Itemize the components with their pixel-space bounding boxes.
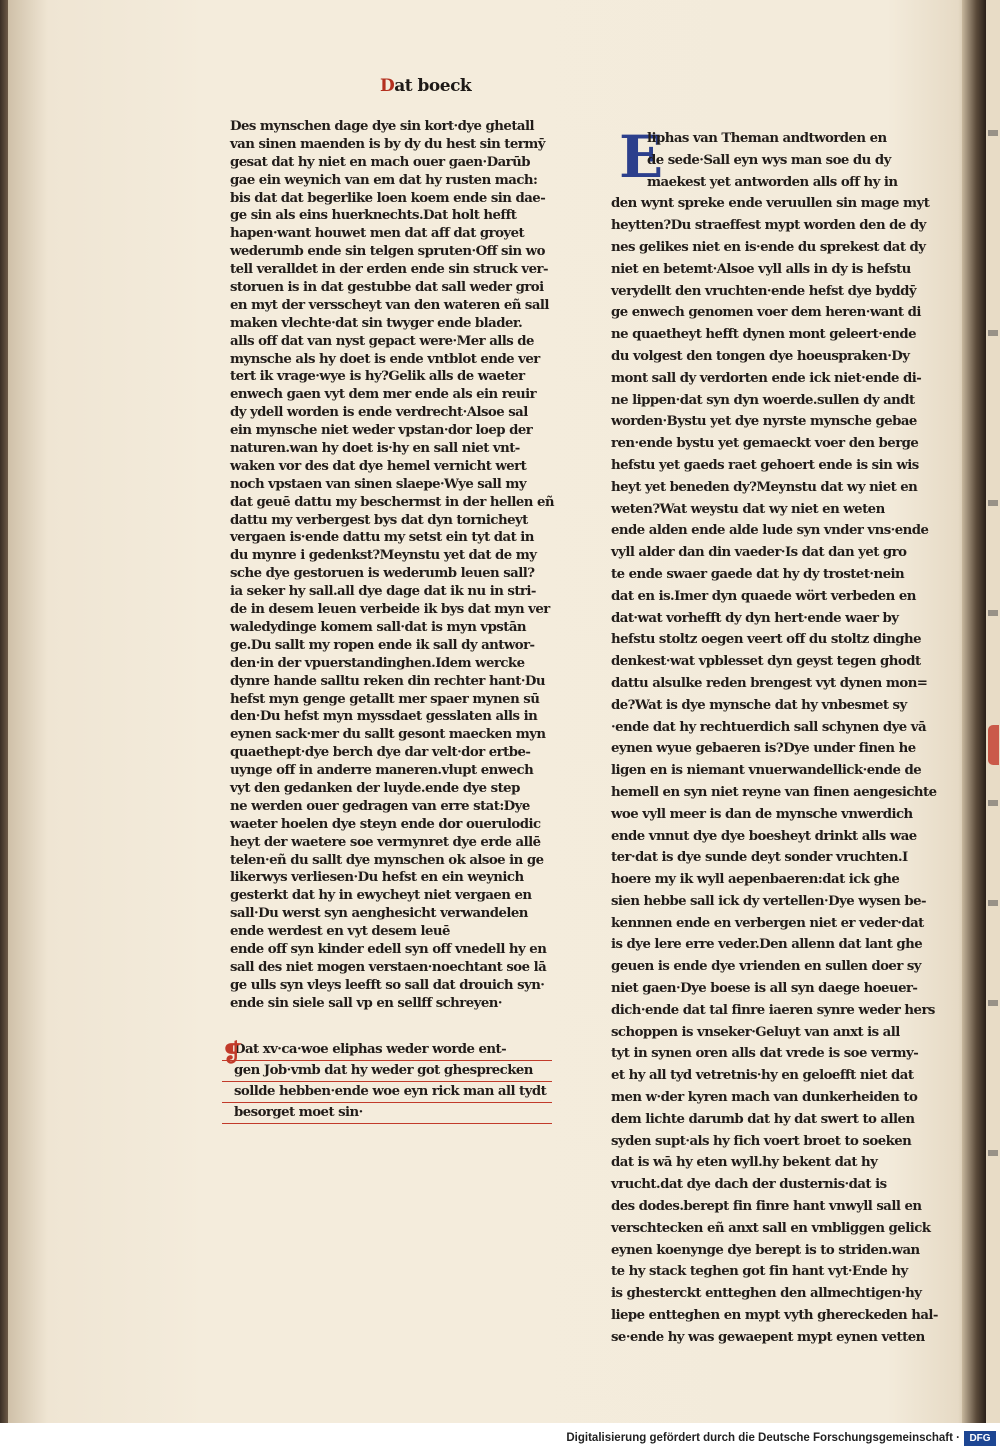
text-line: is dye lere erre veder.Den allenn dat lant ghe xyxy=(611,937,923,953)
text-line: gae ein weynich van em dat hy rusten mach: xyxy=(230,172,538,188)
text-line: bis dat dat begerlike loen koem ende sin dae- xyxy=(230,190,546,206)
text-line: vyll alder dan din vaeder·Is dat dan yet gro xyxy=(611,545,907,561)
text-line: ge sin als eins huerknechts.Dat holt hefft xyxy=(230,208,517,224)
text-line: hefst myn genge getallt mer spaer mynen sū xyxy=(230,691,540,707)
text-line: de in desem leuen verbeide ik bys dat myn ver xyxy=(230,602,550,618)
text-line: en myt der versscheyt van den wateren eñ sall xyxy=(230,297,549,313)
text-line: men w·der kyren mach van dunkerheiden to xyxy=(611,1090,918,1106)
text-line: geuen is ende dye vrienden en sullen doer sy xyxy=(611,959,921,975)
text-line: noch vpstaen van sinen slaepe·Wye sall my xyxy=(230,476,527,492)
text-line: kennnen ende en verbergen niet er veder·dat xyxy=(611,915,924,931)
text-line: sien hebbe sall ick dy vertellen·Dye wysen be- xyxy=(611,893,926,909)
text-line: verschtecken eñ anxt sall en vmbliggen gelick xyxy=(611,1220,931,1236)
text-line: sollde hebben·ende woe eyn rick man all tydt xyxy=(222,1082,552,1103)
text-line: hapen·want houwet men dat aff dat groyet xyxy=(230,226,525,242)
text-line: du volgest den tongen dye hoeuspraken·Dy xyxy=(611,348,910,364)
text-line: van sinen maenden is by dy du hest sin termȳ xyxy=(230,136,545,152)
text-line: hoere my ik wyll aepenbaeren:dat ick ghe xyxy=(611,872,900,888)
chapter-rubric xyxy=(222,1040,552,1124)
text-line: ende alden ende alde lude syn vnder vns·ende xyxy=(611,523,929,539)
text-line: vyt den gedanken der luyde.ende dye step xyxy=(230,780,520,796)
text-line: ·ende dat hy rechtuerdich sall schynen dye vā xyxy=(611,719,927,735)
text-line: hefstu stoltz oegen veert off du stoltz dinghe xyxy=(611,632,921,648)
text-line: storuen is in dat gestubbe dat sall weder groi xyxy=(230,280,544,296)
text-line: et hy all tyd vetretnis·hy en geloefft niet dat xyxy=(611,1068,914,1084)
text-line: te hy stack teghen got fin hant vyt·Ende hy xyxy=(611,1264,908,1280)
decorated-initial: E xyxy=(619,123,664,191)
text-line: dem lichte darumb dat hy dat swert to allen xyxy=(611,1111,915,1127)
text-line: uynge off in anderre maneren.vlupt enwech xyxy=(230,763,534,779)
text-line: sall des niet mogen verstaen·noechtant soe lā xyxy=(230,959,547,975)
text-line: heytten?Du straeffest mypt worden den de dy xyxy=(611,218,926,234)
text-line: eynen koenynge dye berept is to striden.wan xyxy=(611,1242,920,1258)
text-line: niet en betemt·Alsoe vyll alls in dy is hefstu xyxy=(611,261,911,277)
text-line: de sede·Sall eyn wys man soe du dy xyxy=(647,152,891,168)
text-line: weten?Wat weystu dat wy niet en weten xyxy=(611,501,885,517)
text-line: de?Wat is dye mynsche dat hy vnbesmet sy xyxy=(611,697,907,713)
text-line: liphas van Theman andtworden en xyxy=(647,131,887,146)
text-line: se·ende hy was gewaepent mypt eynen vetten xyxy=(611,1329,925,1345)
text-line: dat geuē dattu my beschermst in der hellen eñ xyxy=(230,494,555,510)
text-line: Des mynschen dage dye sin kort·dye ghetall xyxy=(230,119,534,134)
next-page-sliver xyxy=(986,0,1000,1423)
text-line: ende werdest en vyt desem leuē xyxy=(230,924,450,940)
text-line: maken vlechte·dat sin twyger ende blader. xyxy=(230,315,523,331)
text-line: den·Du hefst myn myssdaet gesslaten alls in xyxy=(230,709,538,725)
text-line: ne quaetheyt hefft dynen mont geleert·ende xyxy=(611,327,917,343)
text-line: niet gaen·Dye boese is all syn daege hoeuer- xyxy=(611,981,918,997)
text-line: ge ulls syn vleys leefft so sall dat drouich syn· xyxy=(230,977,545,993)
text-line: worden·Bystu yet dye nyrste mynsche gebae xyxy=(611,414,917,430)
text-line: ein mynsche niet weder vpstan·dor loep der xyxy=(230,423,533,439)
paragraph-mark-icon: ❡ xyxy=(222,1038,242,1067)
text-line: des dodes.berept fin finre hant vnwyll sall en xyxy=(611,1199,922,1215)
text-line: vergaen is·ende dattu my setst ein tyt dat in xyxy=(230,530,534,546)
text-line: tell veralldet in der erden ende sin struck ver- xyxy=(230,262,548,278)
text-line: sche dye gestoruen is wederumb leuen sall? xyxy=(230,566,535,582)
text-line: wederumb ende sin telgen spruten·Off sin wo xyxy=(230,244,545,260)
text-line: heyt der waetere soe vermynret dye erde allē xyxy=(230,834,541,850)
text-line: ende sin siele sall vp en sellff schreyen· xyxy=(230,995,502,1011)
text-line: alls off dat van nyst gepact were·Mer alls de xyxy=(230,333,534,349)
text-line: dat en is.Imer dyn quaede wört verbeden en xyxy=(611,588,916,604)
text-line: sall·Du werst syn aenghesicht verwandelen xyxy=(230,906,528,922)
text-line: tyt in synen oren alls dat vrede is soe vermy- xyxy=(611,1046,919,1062)
text-line: ne werden ouer gedragen van erre stat:Dye xyxy=(230,798,530,814)
text-line: telen·eñ du sallt dye mynschen ok alsoe in ge xyxy=(230,852,544,868)
text-line: hefstu yet gaeds raet gehoert ende is sin wis xyxy=(611,457,919,473)
header-initial: D xyxy=(380,76,395,96)
text-line: likerwys verliesen·Du hefst en ein weynich xyxy=(230,870,524,886)
text-line: den·in der vpuerstandinghen.Idem wercke xyxy=(230,655,525,671)
text-line: hemell en syn niet reyne van finen aengesichte xyxy=(611,784,937,800)
text-line: vrucht.dat dye dach der dusternis·dat is xyxy=(611,1177,887,1193)
text-line: enwech gaen vyt dem mer ende als ein reuir xyxy=(230,387,537,403)
text-line: ligen en is niemant vnuerwandellick·ende de xyxy=(611,763,922,779)
text-line: naturen.wan hy doet is·hy en sall niet vnt- xyxy=(230,441,520,457)
text-line: ia seker hy sall.all dye dage dat ik nu in stri- xyxy=(230,584,536,600)
right-text-column xyxy=(611,123,938,1349)
text-line: eynen sack·mer du sallt gesont maecken myn xyxy=(230,727,546,743)
text-line: ende off syn kinder edell syn off vnedell hy en xyxy=(230,941,547,957)
text-line: waeter hoelen dye steyn ende dor ouerulodic xyxy=(230,816,541,832)
text-line: dattu alsulke reden brengest vyt dynen mon= xyxy=(611,675,928,691)
text-line: dynre hande salltu reken din rechter hant·Du xyxy=(230,673,546,689)
text-line: eynen wyue gebaeren is?Dye under finen he xyxy=(611,741,916,757)
dfg-logo: DFG xyxy=(964,1431,996,1446)
text-line: maekest yet antworden alls off hy in xyxy=(647,174,898,190)
text-line: den wynt spreke ende veruullen sin mage myt xyxy=(611,196,930,212)
text-line: ter·dat is dye sunde deyt sonder vruchten.I xyxy=(611,850,908,866)
text-line: ren·ende bystu yet gemaeckt voer den berge xyxy=(611,436,919,452)
text-line: besorget moet sin· xyxy=(222,1103,552,1124)
footer-credit: Digitalisierung gefördert durch die Deutsche Forschungsgemeinschaft · xyxy=(566,1432,960,1444)
text-line: verydellt den vruchten·ende hefst dye byddȳ xyxy=(611,283,917,299)
text-line: dattu my verbergest bys dat dyn tornicheyt xyxy=(230,512,528,528)
text-line: tert ik vrage·wye is hy?Gelik alls de waeter xyxy=(230,369,525,385)
left-text-column xyxy=(230,118,555,1013)
text-line: dy ydell worden is ende verdrecht·Alsoe sal xyxy=(230,405,528,421)
book-gutter xyxy=(962,0,986,1423)
text-line: heyt yet beneden dy?Meynstu dat wy niet en xyxy=(611,479,918,495)
text-line: mynsche als hy doet is ende vntblot ende ver xyxy=(230,351,540,367)
text-line: dat·wat vorhefft dy dyn hert·ende waer by xyxy=(611,610,899,626)
text-line: ne lippen·dat syn dyn woerde.sullen dy andt xyxy=(611,392,915,408)
text-line: nes gelikes niet en is·ende du sprekest dat dy xyxy=(611,239,926,255)
text-line: dat is wā hy eten wyll.hy bekent dat hy xyxy=(611,1155,878,1171)
text-line: du mynre i gedenkst?Meynstu yet dat de my xyxy=(230,548,537,564)
header-text: at boeck xyxy=(394,76,472,96)
text-line: woe vyll meer is dan de mynsche vnwerdich xyxy=(611,806,913,822)
text-line: gesterkt dat hy in ewycheyt niet vergaen en xyxy=(230,888,532,904)
text-line: is ghesterckt entteghen den allmechtigen·hy xyxy=(611,1286,922,1302)
running-header xyxy=(380,76,471,96)
text-line: liepe entteghen en mypt vyth ghereckeden hal- xyxy=(611,1308,938,1324)
text-line: Dat xv·ca·woe eliphas weder worde ent- xyxy=(222,1040,552,1061)
text-line: gen Job·vmb dat hy weder got ghesprecken xyxy=(222,1061,552,1082)
text-line: schoppen is vnseker·Geluyt van anxt is all xyxy=(611,1024,900,1040)
text-line: ge.Du sallt my ropen ende ik sall dy antwor- xyxy=(230,637,535,653)
footer-bar xyxy=(0,1423,1000,1455)
text-line: dich·ende dat tal finre iaeren synre weder hers xyxy=(611,1002,935,1018)
text-line: waledydinge komem sall·dat is myn vpstān xyxy=(230,619,527,635)
text-line: waken vor des dat dye hemel vernicht wert xyxy=(230,458,527,474)
text-line: ge enwech genomen voer dem heren·want di xyxy=(611,305,921,321)
text-line: ende vnnut dye dye boesheyt drinkt alls wae xyxy=(611,828,917,844)
text-line: gesat dat hy niet en mach ouer gaen·Darūb xyxy=(230,154,530,170)
text-line: quaethept·dye berch dye dar velt·dor ertbe- xyxy=(230,745,531,761)
text-line: denkest·wat vpblesset dyn geyst tegen ghodt xyxy=(611,654,921,670)
text-line: mont sall dy verdorten ende ick niet·ende di- xyxy=(611,370,922,386)
text-line: te ende swaer gaede dat hy dy trostet·nein xyxy=(611,566,905,582)
text-line: syden supt·als hy fich voert broet to soeken xyxy=(611,1133,912,1149)
